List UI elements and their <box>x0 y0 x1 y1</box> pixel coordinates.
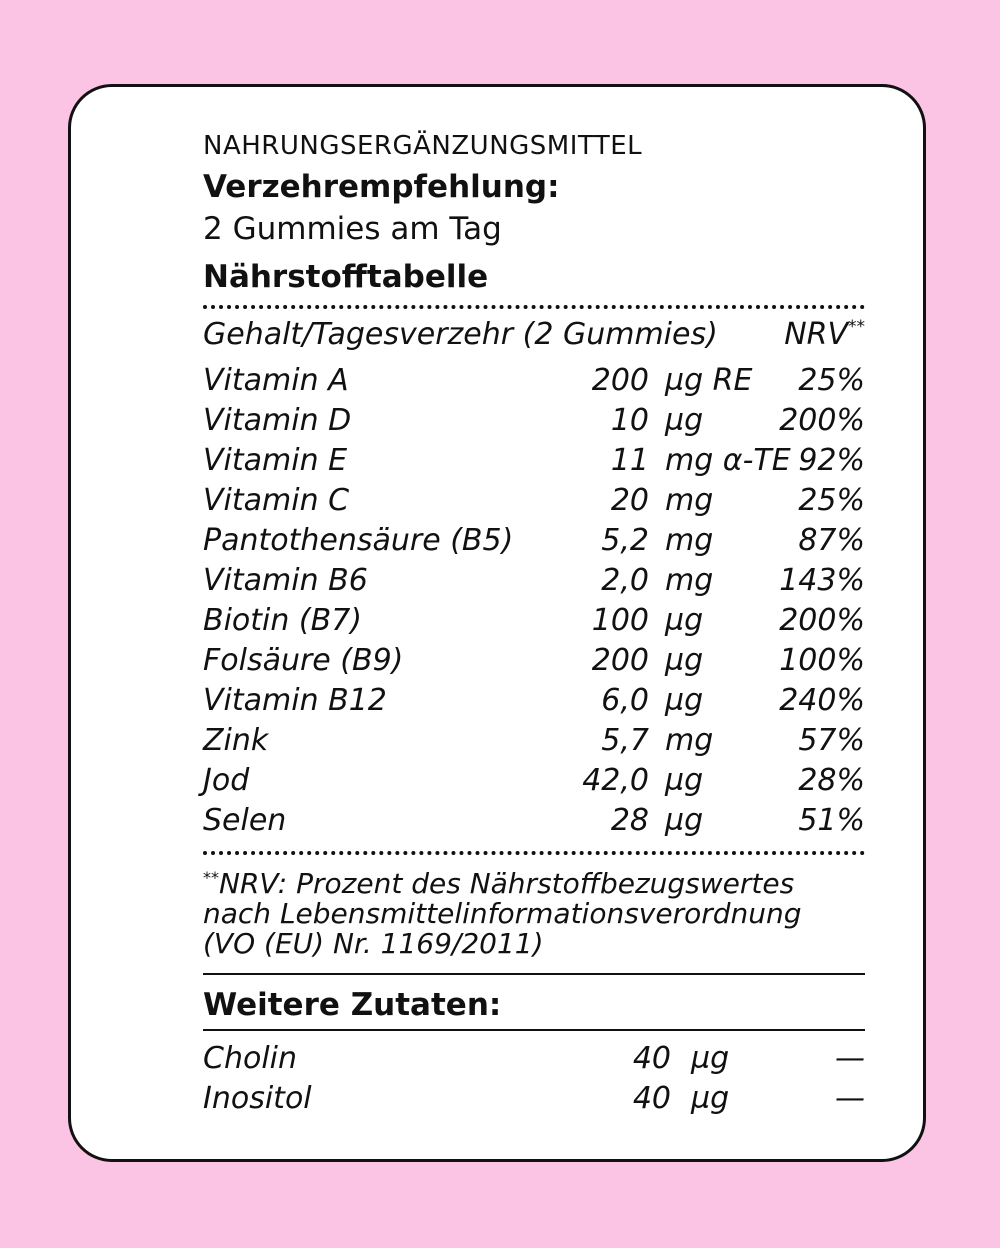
nutrient-amount: 200 <box>591 363 649 398</box>
nutrient-row <box>203 363 865 403</box>
nutrient-amount: 6,0 <box>601 683 649 718</box>
nutrient-name: Vitamin C <box>203 483 350 518</box>
column-header-amount: Gehalt/Tagesverzehr (2 Gummies) <box>203 317 718 352</box>
nutrient-unit: µg <box>665 603 704 638</box>
ingredient-row <box>203 1081 865 1121</box>
nutrient-nrv: 51% <box>798 803 865 838</box>
ingredient-nrv: — <box>835 1081 865 1116</box>
nutrient-amount: 42,0 <box>582 763 649 798</box>
nutrient-row <box>203 403 865 443</box>
nutrient-unit: µg <box>665 643 704 678</box>
footnote-line-text: NRV: Prozent des Nährstoffbezugswertes <box>219 867 795 900</box>
nutrient-unit: mg <box>665 723 714 758</box>
ingredient-unit: µg <box>691 1081 730 1116</box>
nutrient-unit: µg <box>665 803 704 838</box>
ingredient-name: Cholin <box>203 1041 297 1076</box>
nutrient-row <box>203 803 865 843</box>
ingredient-name: Inositol <box>203 1081 312 1116</box>
nutrient-amount: 5,2 <box>601 523 649 558</box>
nutrient-amount: 2,0 <box>601 563 649 598</box>
nutrient-name: Vitamin D <box>203 403 352 438</box>
nutrient-unit: µg RE <box>665 363 753 398</box>
ingredient-unit: µg <box>691 1041 730 1076</box>
ingredient-row <box>203 1041 865 1081</box>
nutrient-row <box>203 443 865 483</box>
ingredient-amount: 40 <box>632 1041 671 1076</box>
nutrient-unit: µg <box>665 763 704 798</box>
footnote-mark: ** <box>203 868 219 887</box>
nutrient-name: Vitamin E <box>203 443 348 478</box>
nutrient-row <box>203 523 865 563</box>
nutrient-nrv: 28% <box>798 763 865 798</box>
nutrient-name: Zink <box>203 723 269 758</box>
other-ingredients-heading: Weitere Zutaten: <box>203 987 502 1023</box>
nutrient-unit: µg <box>665 683 704 718</box>
nutrient-row <box>203 643 865 683</box>
nutrient-amount: 20 <box>610 483 649 518</box>
nutrient-row <box>203 683 865 723</box>
nutrient-name: Pantothensäure (B5) <box>203 523 514 558</box>
nutrient-amount: 100 <box>591 603 649 638</box>
column-header-nrv <box>784 317 865 352</box>
footnote-line <box>203 863 865 899</box>
nutrient-row <box>203 603 865 643</box>
nutrient-row <box>203 563 865 603</box>
nutrient-unit: mg α-TE <box>665 443 791 478</box>
product-category: NAHRUNGSERGÄNZUNGSMITTEL <box>203 131 643 161</box>
nutrient-name: Selen <box>203 803 287 838</box>
nutrient-nrv: 87% <box>798 523 865 558</box>
footnote-line: (VO (EU) Nr. 1169/2011) <box>203 927 544 960</box>
nutrient-amount: 28 <box>610 803 649 838</box>
nutrient-row <box>203 763 865 803</box>
nutrient-nrv: 57% <box>798 723 865 758</box>
nutrient-row <box>203 483 865 523</box>
other-ingredients-table <box>203 1041 865 1121</box>
nutrient-nrv: 143% <box>779 563 865 598</box>
dotted-divider-bottom <box>203 851 865 855</box>
divider-line <box>203 1029 865 1031</box>
nutrient-name: Biotin (B7) <box>203 603 362 638</box>
nutrient-unit: µg <box>665 403 704 438</box>
nutrient-unit: mg <box>665 523 714 558</box>
nutrient-name: Vitamin A <box>203 363 349 398</box>
nutrient-table-heading: Nährstofftabelle <box>203 259 489 295</box>
nutrient-nrv: 92% <box>798 443 865 478</box>
nutrition-label-card <box>68 84 926 1162</box>
nrv-footnote <box>203 863 865 959</box>
nutrient-name: Vitamin B12 <box>203 683 387 718</box>
nutrient-nrv: 100% <box>779 643 865 678</box>
nutrient-unit: mg <box>665 483 714 518</box>
dosage-value: 2 Gummies am Tag <box>203 211 502 247</box>
nutrient-row <box>203 723 865 763</box>
ingredient-amount: 40 <box>632 1081 671 1116</box>
footnote-line: nach Lebensmittelinformationsverordnung <box>203 897 802 930</box>
column-header-nrv-mark: ** <box>848 317 865 337</box>
nutrient-amount: 10 <box>610 403 649 438</box>
nutrient-name: Folsäure (B9) <box>203 643 404 678</box>
nutrient-nrv: 25% <box>798 483 865 518</box>
nutrient-unit: mg <box>665 563 714 598</box>
dotted-divider-top <box>203 305 865 309</box>
nutrient-amount: 11 <box>610 443 649 478</box>
nutrient-table <box>203 363 865 843</box>
nutrient-amount: 200 <box>591 643 649 678</box>
ingredient-nrv: — <box>835 1041 865 1076</box>
nutrient-nrv: 200% <box>779 603 865 638</box>
nutrient-name: Jod <box>203 763 250 798</box>
nutrient-nrv: 25% <box>798 363 865 398</box>
dosage-heading: Verzehrempfehlung: <box>203 169 560 205</box>
nutrient-nrv: 240% <box>779 683 865 718</box>
column-header-nrv-label: NRV <box>784 317 848 352</box>
nutrient-nrv: 200% <box>779 403 865 438</box>
divider-line <box>203 973 865 975</box>
nutrient-amount: 5,7 <box>601 723 649 758</box>
nutrient-name: Vitamin B6 <box>203 563 368 598</box>
